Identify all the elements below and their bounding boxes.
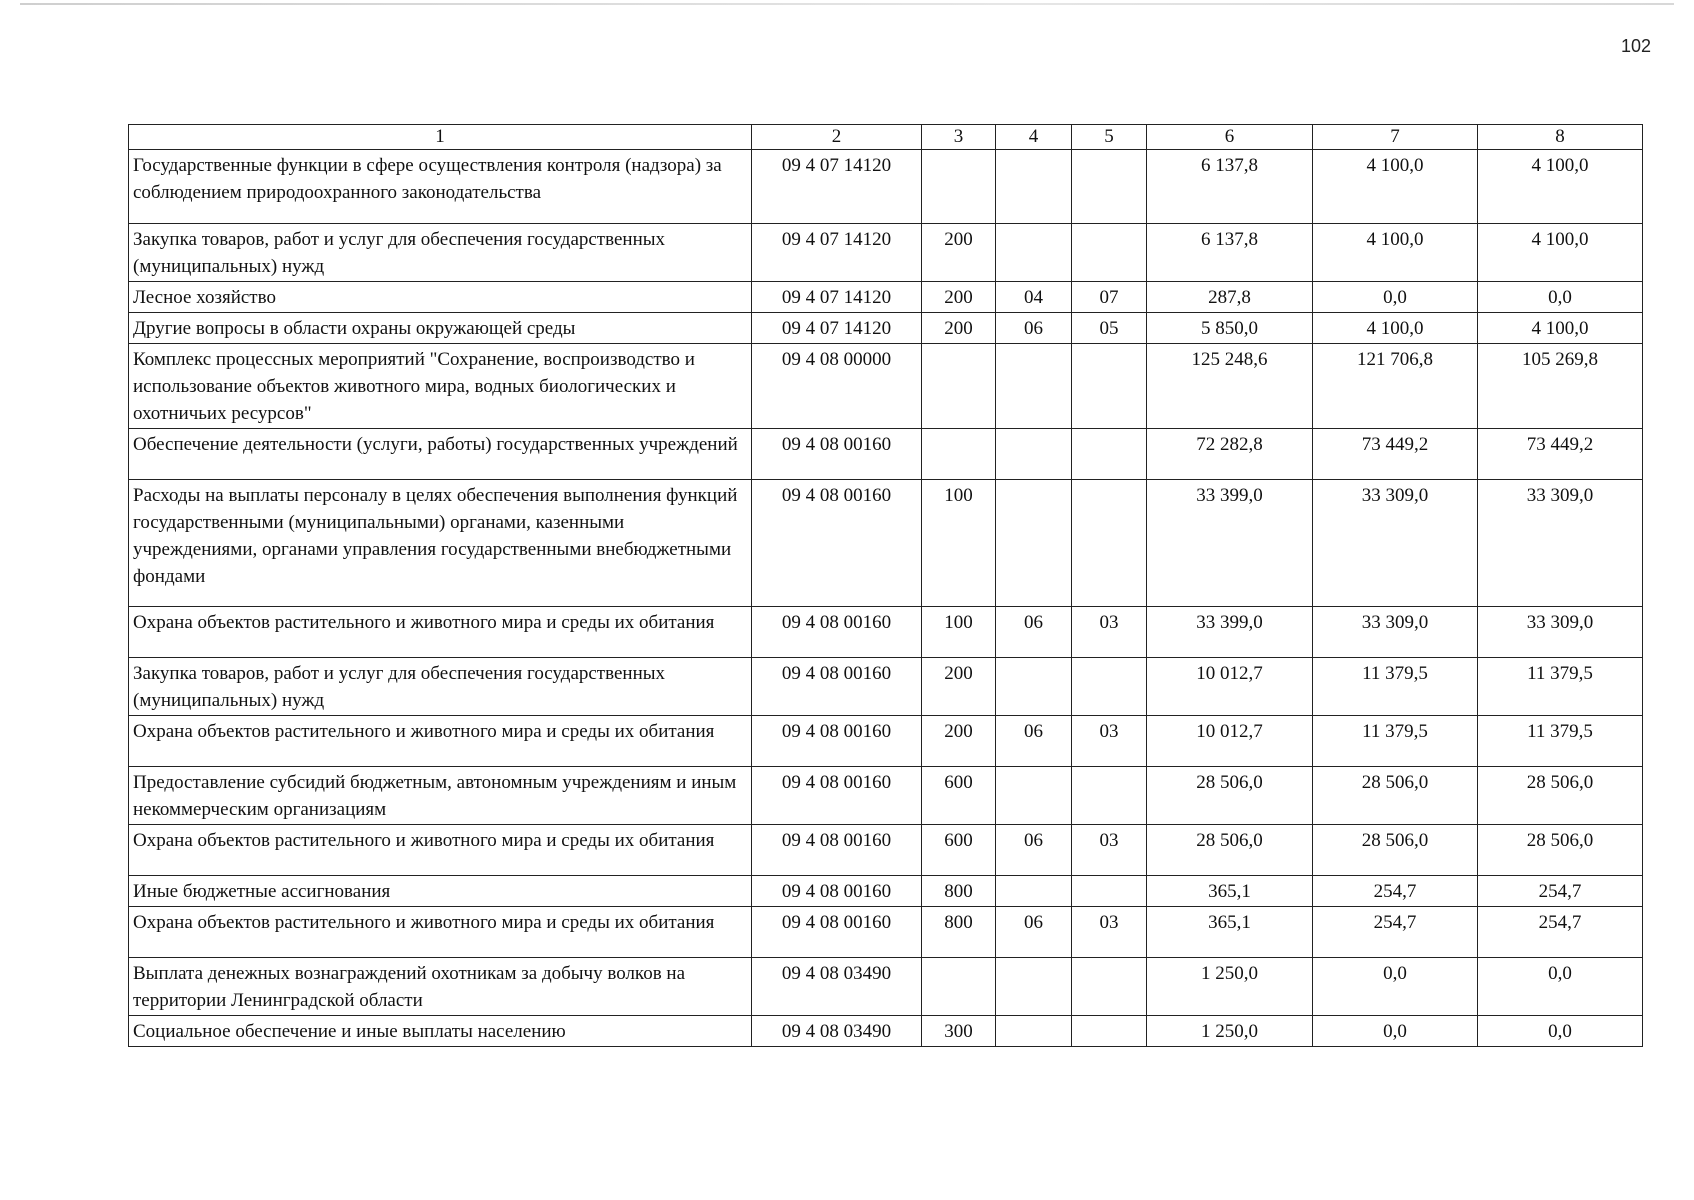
target-article-cell: 09 4 08 00160 [752,658,922,716]
table-header-row [129,125,1643,150]
amount-year3-cell: 254,7 [1478,876,1643,907]
amount-year1-cell: 5 850,0 [1147,313,1313,344]
row-name-cell: Другие вопросы в области охраны окружающей среды [129,313,752,344]
expense-type-cell: 200 [922,313,996,344]
expense-type-cell: 200 [922,224,996,282]
amount-year1-cell: 33 399,0 [1147,607,1313,658]
target-article-cell: 09 4 08 00160 [752,907,922,958]
expense-type-cell [922,958,996,1016]
expense-type-cell: 800 [922,907,996,958]
subsection-cell [1072,224,1147,282]
subsection-cell: 03 [1072,716,1147,767]
amount-year1-cell: 1 250,0 [1147,958,1313,1016]
section-cell [996,224,1072,282]
amount-year3-cell: 28 506,0 [1478,825,1643,876]
section-cell [996,958,1072,1016]
row-name-cell: Охрана объектов растительного и животного мира и среды их обитания [129,607,752,658]
expense-type-cell: 200 [922,658,996,716]
amount-year2-cell: 254,7 [1313,876,1478,907]
section-cell [996,658,1072,716]
target-article-cell: 09 4 08 03490 [752,1016,922,1047]
row-name-cell: Выплата денежных вознаграждений охотникам за добычу волков на территории Ленинградской области [129,958,752,1016]
row-name-cell: Обеспечение деятельности (услуги, работы) государственных учреждений [129,429,752,480]
target-article-cell: 09 4 08 00000 [752,344,922,429]
amount-year3-cell: 33 309,0 [1478,607,1643,658]
amount-year3-cell: 4 100,0 [1478,150,1643,224]
expense-type-cell: 600 [922,767,996,825]
amount-year2-cell: 121 706,8 [1313,344,1478,429]
row-name-cell: Предоставление субсидий бюджетным, автономным учреждениям и иным некоммерческим организациям [129,767,752,825]
subsection-cell [1072,958,1147,1016]
expense-type-cell: 100 [922,480,996,607]
row-name-cell: Государственные функции в сфере осуществления контроля (надзора) за соблюдением природоохранного законодательства [129,150,752,224]
amount-year2-cell: 0,0 [1313,958,1478,1016]
target-article-cell: 09 4 07 14120 [752,224,922,282]
target-article-cell: 09 4 08 00160 [752,716,922,767]
target-article-cell: 09 4 07 14120 [752,150,922,224]
amount-year3-cell: 11 379,5 [1478,716,1643,767]
amount-year3-cell: 0,0 [1478,1016,1643,1047]
amount-year3-cell: 4 100,0 [1478,313,1643,344]
section-cell [996,876,1072,907]
table-row [129,1016,1643,1047]
amount-year1-cell: 1 250,0 [1147,1016,1313,1047]
table-row [129,282,1643,313]
expense-type-cell: 200 [922,716,996,767]
amount-year2-cell: 254,7 [1313,907,1478,958]
expense-type-cell: 100 [922,607,996,658]
amount-year2-cell: 73 449,2 [1313,429,1478,480]
amount-year2-cell: 33 309,0 [1313,607,1478,658]
amount-year2-cell: 0,0 [1313,282,1478,313]
target-article-cell: 09 4 07 14120 [752,282,922,313]
table-row [129,876,1643,907]
target-article-cell: 09 4 08 00160 [752,825,922,876]
subsection-cell [1072,1016,1147,1047]
table-row [129,958,1643,1016]
section-cell: 06 [996,313,1072,344]
section-cell: 04 [996,282,1072,313]
section-cell [996,767,1072,825]
subsection-cell [1072,876,1147,907]
row-name-cell: Охрана объектов растительного и животного мира и среды их обитания [129,716,752,767]
table-row [129,825,1643,876]
amount-year3-cell: 105 269,8 [1478,344,1643,429]
subsection-cell: 03 [1072,607,1147,658]
header-cell: 6 [1147,125,1313,150]
section-cell [996,344,1072,429]
table-row [129,658,1643,716]
amount-year1-cell: 125 248,6 [1147,344,1313,429]
amount-year3-cell: 254,7 [1478,907,1643,958]
expense-type-cell: 800 [922,876,996,907]
table-row [129,344,1643,429]
amount-year2-cell: 11 379,5 [1313,716,1478,767]
expense-type-cell [922,344,996,429]
amount-year2-cell: 11 379,5 [1313,658,1478,716]
table-row [129,429,1643,480]
subsection-cell: 07 [1072,282,1147,313]
section-cell: 06 [996,607,1072,658]
amount-year3-cell: 0,0 [1478,958,1643,1016]
header-cell: 7 [1313,125,1478,150]
target-article-cell: 09 4 08 00160 [752,767,922,825]
row-name-cell: Охрана объектов растительного и животного мира и среды их обитания [129,907,752,958]
section-cell [996,1016,1072,1047]
table-row [129,313,1643,344]
budget-table [128,124,1643,1047]
expense-type-cell [922,150,996,224]
amount-year1-cell: 28 506,0 [1147,767,1313,825]
section-cell: 06 [996,716,1072,767]
scan-top-edge [20,3,1674,5]
header-cell: 1 [129,125,752,150]
subsection-cell: 03 [1072,907,1147,958]
amount-year3-cell: 4 100,0 [1478,224,1643,282]
row-name-cell: Охрана объектов растительного и животного мира и среды их обитания [129,825,752,876]
subsection-cell [1072,429,1147,480]
amount-year1-cell: 365,1 [1147,876,1313,907]
table-row [129,607,1643,658]
subsection-cell [1072,658,1147,716]
target-article-cell: 09 4 08 03490 [752,958,922,1016]
table-body [129,150,1643,1047]
header-cell: 8 [1478,125,1643,150]
amount-year2-cell: 33 309,0 [1313,480,1478,607]
section-cell: 06 [996,907,1072,958]
header-cell: 3 [922,125,996,150]
amount-year3-cell: 73 449,2 [1478,429,1643,480]
row-name-cell: Закупка товаров, работ и услуг для обеспечения государственных (муниципальных) нужд [129,658,752,716]
amount-year1-cell: 287,8 [1147,282,1313,313]
section-cell: 06 [996,825,1072,876]
subsection-cell: 03 [1072,825,1147,876]
subsection-cell [1072,344,1147,429]
header-cell: 2 [752,125,922,150]
table-row [129,224,1643,282]
amount-year2-cell: 28 506,0 [1313,825,1478,876]
row-name-cell: Лесное хозяйство [129,282,752,313]
table-row [129,480,1643,607]
amount-year1-cell: 72 282,8 [1147,429,1313,480]
subsection-cell: 05 [1072,313,1147,344]
amount-year1-cell: 6 137,8 [1147,150,1313,224]
amount-year3-cell: 28 506,0 [1478,767,1643,825]
header-cell: 4 [996,125,1072,150]
section-cell [996,480,1072,607]
amount-year2-cell: 4 100,0 [1313,150,1478,224]
amount-year1-cell: 6 137,8 [1147,224,1313,282]
amount-year2-cell: 4 100,0 [1313,313,1478,344]
expense-type-cell: 600 [922,825,996,876]
section-cell [996,150,1072,224]
row-name-cell: Иные бюджетные ассигнования [129,876,752,907]
table-row [129,767,1643,825]
target-article-cell: 09 4 08 00160 [752,876,922,907]
table-row [129,907,1643,958]
amount-year3-cell: 11 379,5 [1478,658,1643,716]
row-name-cell: Комплекс процессных мероприятий "Сохранение, воспроизводство и использование объектов животного мира, водных биологических и охотничьих ресурсов" [129,344,752,429]
section-cell [996,429,1072,480]
amount-year2-cell: 0,0 [1313,1016,1478,1047]
expense-type-cell: 200 [922,282,996,313]
target-article-cell: 09 4 07 14120 [752,313,922,344]
expense-type-cell [922,429,996,480]
amount-year3-cell: 33 309,0 [1478,480,1643,607]
row-name-cell: Закупка товаров, работ и услуг для обеспечения государственных (муниципальных) нужд [129,224,752,282]
subsection-cell [1072,767,1147,825]
header-cell: 5 [1072,125,1147,150]
subsection-cell [1072,150,1147,224]
row-name-cell: Социальное обеспечение и иные выплаты населению [129,1016,752,1047]
amount-year2-cell: 4 100,0 [1313,224,1478,282]
subsection-cell [1072,480,1147,607]
target-article-cell: 09 4 08 00160 [752,480,922,607]
amount-year2-cell: 28 506,0 [1313,767,1478,825]
row-name-cell: Расходы на выплаты персоналу в целях обеспечения выполнения функций государственными (муниципальными) органами, казенными учреждениями, органами управления государственными внебюджетными фондами [129,480,752,607]
table-row [129,716,1643,767]
amount-year1-cell: 33 399,0 [1147,480,1313,607]
target-article-cell: 09 4 08 00160 [752,429,922,480]
target-article-cell: 09 4 08 00160 [752,607,922,658]
amount-year1-cell: 365,1 [1147,907,1313,958]
page-number: 102 [1620,36,1651,56]
amount-year1-cell: 10 012,7 [1147,716,1313,767]
amount-year1-cell: 28 506,0 [1147,825,1313,876]
amount-year3-cell: 0,0 [1478,282,1643,313]
table-row [129,150,1643,224]
expense-type-cell: 300 [922,1016,996,1047]
amount-year1-cell: 10 012,7 [1147,658,1313,716]
